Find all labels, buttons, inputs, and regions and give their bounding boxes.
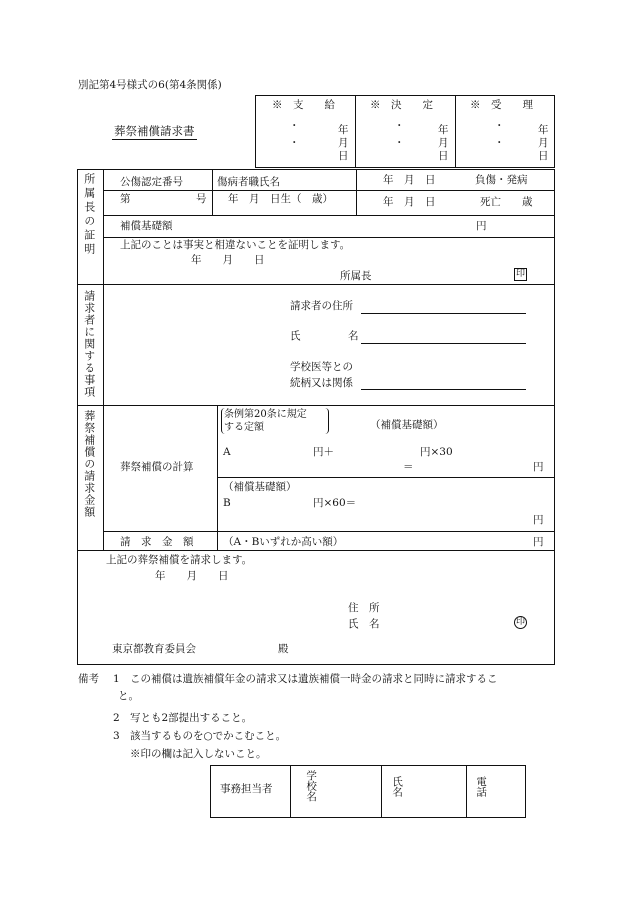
requester-name-label: 氏 名 bbox=[348, 618, 380, 630]
note-3-number: 3 bbox=[113, 730, 120, 742]
staff-school-label: 学校名 bbox=[305, 770, 318, 802]
note-2-number: 2 bbox=[113, 712, 120, 724]
office-dot: ・ bbox=[494, 120, 505, 132]
birth-date-line: 年 月 日生（ 歳） bbox=[228, 193, 333, 205]
formula-a-equals: ＝ bbox=[403, 461, 414, 473]
notes-heading: 備考 bbox=[78, 673, 99, 685]
claimant-address-label: 請求者の住所 bbox=[290, 300, 353, 312]
note-4-text: ※印の欄は記入しないこと。 bbox=[130, 748, 267, 760]
formula-b-result-yen: 円 bbox=[533, 514, 544, 526]
claim-amount-label: 請 求 金 額 bbox=[120, 536, 194, 548]
formula-a-yen-times: 円×30 bbox=[420, 446, 453, 458]
office-day: 日 bbox=[538, 150, 549, 162]
injury-date-line: 年 月 日 bbox=[383, 174, 436, 186]
department-head-label: 所属長 bbox=[340, 270, 372, 282]
office-month: 月 bbox=[338, 137, 349, 149]
claimant-section-label: 請求者に関する事項 bbox=[82, 290, 96, 398]
formula-a-yen-plus: 円＋ bbox=[313, 446, 334, 458]
office-dot: ・ bbox=[394, 137, 405, 149]
note-1-text: この補償は遺族補償年金の請求又は遺族補償一時金の請求と同時に請求するこ bbox=[130, 673, 498, 685]
seal-mark: 印 bbox=[515, 269, 525, 279]
request-statement: 上記の葬祭補償を請求します。 bbox=[106, 554, 253, 566]
relation-line bbox=[361, 389, 526, 390]
death-age-label: 死亡 歳 bbox=[480, 196, 533, 208]
certification-date-line: 年 月 日 bbox=[191, 254, 265, 266]
note-2-text: 写とも2部提出すること。 bbox=[130, 712, 253, 724]
formula-b-expression: 円×60＝ bbox=[313, 497, 357, 509]
claimant-name-label-2: 名 bbox=[348, 330, 359, 342]
office-dot: ・ bbox=[394, 120, 405, 132]
recipient-label: 東京都教育委員会 bbox=[112, 643, 196, 655]
office-dot: ・ bbox=[494, 137, 505, 149]
statutory-amount-bracket: 条例第20条に規定 する定額 bbox=[221, 408, 329, 434]
requester-address-label: 住 所 bbox=[348, 602, 380, 614]
staff-name-label: 氏名 bbox=[391, 776, 404, 797]
office-year: 年 bbox=[438, 124, 449, 136]
office-shikyu-label: ※ 支 給 bbox=[272, 99, 335, 111]
relation-label-1: 学校医等との bbox=[290, 361, 353, 373]
office-month: 月 bbox=[438, 137, 449, 149]
staff-phone-label: 電話 bbox=[475, 776, 488, 797]
office-year: 年 bbox=[338, 124, 349, 136]
injury-occurrence-label: 負傷・発病 bbox=[475, 174, 528, 186]
form-title: 葬祭補償請求書 bbox=[114, 124, 195, 138]
cert-number-dai: 第 bbox=[120, 193, 131, 205]
office-month: 月 bbox=[538, 137, 549, 149]
request-date-line: 年 月 日 bbox=[155, 570, 229, 582]
note-1-continuation: と。 bbox=[118, 690, 139, 702]
office-year: 年 bbox=[538, 124, 549, 136]
office-day: 日 bbox=[338, 150, 349, 162]
certification-section-label: 所属長の証明 bbox=[82, 173, 96, 257]
certification-statement: 上記のことは事実と相違ないことを証明します。 bbox=[120, 239, 351, 251]
claim-amount-yen: 円 bbox=[533, 536, 544, 548]
funeral-calc-label: 葬祭補償の計算 bbox=[120, 461, 194, 473]
calculation-section-label: 葬祭補償の請求金額 bbox=[82, 410, 96, 518]
staff-label: 事務担当者 bbox=[220, 783, 273, 795]
relation-label-2: 続柄又は関係 bbox=[290, 377, 353, 389]
claimant-name-line bbox=[361, 343, 526, 344]
formula-a-result-yen: 円 bbox=[533, 461, 544, 473]
base-amount-paren-a: （補償基礎額） bbox=[370, 419, 444, 431]
office-kettei-label: ※ 決 定 bbox=[370, 99, 433, 111]
office-juri-label: ※ 受 理 bbox=[470, 99, 533, 111]
claimant-address-line bbox=[361, 313, 526, 314]
form-reference: 別記第4号様式の6(第4条関係) bbox=[78, 79, 222, 91]
office-day: 日 bbox=[438, 150, 449, 162]
note-1-number: 1 bbox=[113, 673, 120, 685]
office-dot: ・ bbox=[289, 120, 300, 132]
base-amount-label: 補償基礎額 bbox=[120, 220, 173, 232]
injured-name-label: 傷病者職氏名 bbox=[217, 176, 280, 188]
formula-a-label: A bbox=[223, 446, 231, 458]
claimant-name-label-1: 氏 bbox=[290, 330, 301, 342]
office-dot: ・ bbox=[289, 137, 300, 149]
claim-amount-note: （A・Bいずれか高い額） bbox=[223, 536, 344, 548]
note-3-text: 該当するものを○でかこむこと。 bbox=[130, 730, 287, 742]
death-date-line: 年 月 日 bbox=[383, 196, 436, 208]
recipient-honorific: 殿 bbox=[278, 643, 289, 655]
formula-b-label: B bbox=[223, 497, 231, 509]
requester-seal-mark: 印 bbox=[515, 617, 525, 627]
base-amount-paren-b: （補償基礎額） bbox=[223, 481, 297, 493]
base-amount-yen: 円 bbox=[476, 220, 487, 232]
cert-number-label: 公傷認定番号 bbox=[120, 176, 183, 188]
cert-number-go: 号 bbox=[196, 193, 207, 205]
